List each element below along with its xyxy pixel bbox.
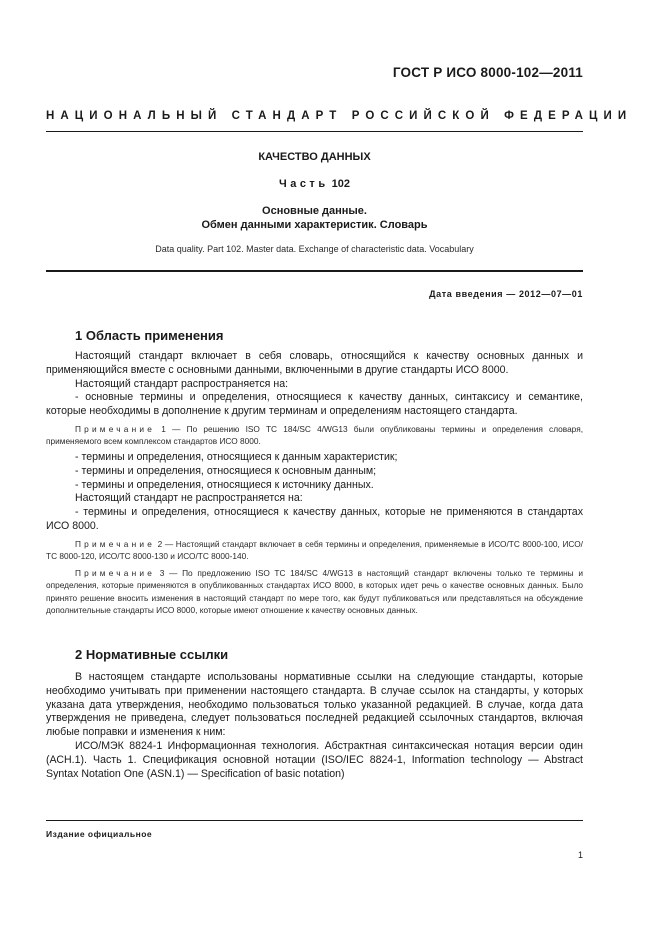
introduction-date: Дата введения — 2012—07—01 (429, 289, 583, 299)
page-number: 1 (577, 850, 583, 860)
national-standard-banner: НАЦИОНАЛЬНЫЙ СТАНДАРТ РОССИЙСКОЙ ФЕДЕРАЦИИ (46, 110, 633, 122)
note-text: 2 — Настоящий стандарт включает в себя термины и определения, применяемые в ИСО/ТС 8000-100, ИСО/ТС 8000-120, ИСО/ТС 8000-130 и ИСО/ТС 8000-140. (46, 538, 583, 562)
official-edition-label: Издание официальное (46, 829, 153, 839)
footer-rule (46, 820, 583, 821)
paragraph: Настоящий стандарт распространяется на: (75, 377, 289, 390)
paragraph: В настоящем стандарте использованы нормативные ссылки на следующие стандарты, которые необходимо учитывать при применении настоящего стандарта. В случае ссылок на стандарты, у которых указана дата утверждения, необходимо пользоваться только указанной редакцией. В случае, когда дата утверждения не приведена, следует пользоваться последней редакцией ссылочных стандартов, включая любые поправки и изменения к ним: (46, 671, 583, 739)
note-2 (46, 538, 583, 563)
note-1 (46, 423, 583, 448)
note-label: Примечание (75, 567, 156, 578)
section-1-heading: 1 Область применения (75, 328, 224, 343)
note-text: 1 — По решению ISO TC 184/SC 4/WG13 были опубликованы термины и определения словаря, применяемого всем комплексом стандартов ИСО 8000. (46, 423, 583, 447)
part-line (46, 178, 583, 190)
paragraph: Настоящий стандарт включает в себя словарь, относящийся к качеству основных данных и применяющийся вместе с основными данными, включенными в другие стандарты ИСО 8000. (46, 350, 583, 376)
part-number: 102 (331, 178, 351, 190)
paragraph: - термины и определения, относящиеся к качеству данных, которые не применяются в стандартах ИСО 8000. (46, 506, 583, 532)
paragraph: - термины и определения, относящиеся к данным характеристик; (75, 450, 398, 463)
paragraph: Настоящий стандарт не распространяется на: (75, 492, 303, 505)
note-3 (46, 567, 583, 617)
paragraph: ИСО/МЭК 8824-1 Информационная технология. Абстрактная синтаксическая нотация версии один (АСН.1). Часть 1. Спецификация основной нотации (ISO/IEC 8824-1, Information technology — Abstract Syntax Notation One (ASN.1) — Specification of basic notation) (46, 739, 583, 780)
note-label: Примечание (75, 538, 156, 549)
header-rule (46, 131, 583, 132)
subtitle-line-1: Основные данные. (262, 205, 367, 217)
section-2-body (46, 671, 583, 781)
part-label: Часть (278, 178, 329, 190)
paragraph: - термины и определения, относящиеся к источнику данных. (75, 478, 374, 491)
section-1-body (46, 350, 583, 620)
paragraph: - термины и определения, относящиеся к основным данным; (75, 464, 377, 477)
note-label: Примечание (75, 423, 156, 434)
note-text: 3 — По предложению ISO TC 184/SC 4/WG13 в настоящий стандарт включены только те термины и определения, которые применяются в опубликованных стандартах ИСО 8000, в которых идет речь о качестве основных данных. Было принято решение вносить изменения в настоящий стандарт по мере того, как будут публиковаться или представляться на обсуждение дополнительные стандарты ИСО 8000, которые имеют отношение к качеству основных данных. (46, 567, 583, 616)
standard-code: ГОСТ Р ИСО 8000-102—2011 (392, 65, 583, 80)
title-rule (46, 270, 583, 272)
section-2-heading: 2 Нормативные ссылки (75, 647, 229, 662)
document-subtitle (46, 204, 583, 232)
document-title: КАЧЕСТВО ДАННЫХ (258, 151, 371, 163)
paragraph: - основные термины и определения, относящиеся к качеству данных, синтаксису и семантике, которые необходимы в дополнение к другим терминам и определениям настоящего стандарта. (46, 391, 583, 418)
subtitle-line-2: Обмен данными характеристик. Словарь (201, 219, 428, 231)
english-title: Data quality. Part 102. Master data. Exchange of characteristic data. Vocabulary (155, 244, 474, 254)
